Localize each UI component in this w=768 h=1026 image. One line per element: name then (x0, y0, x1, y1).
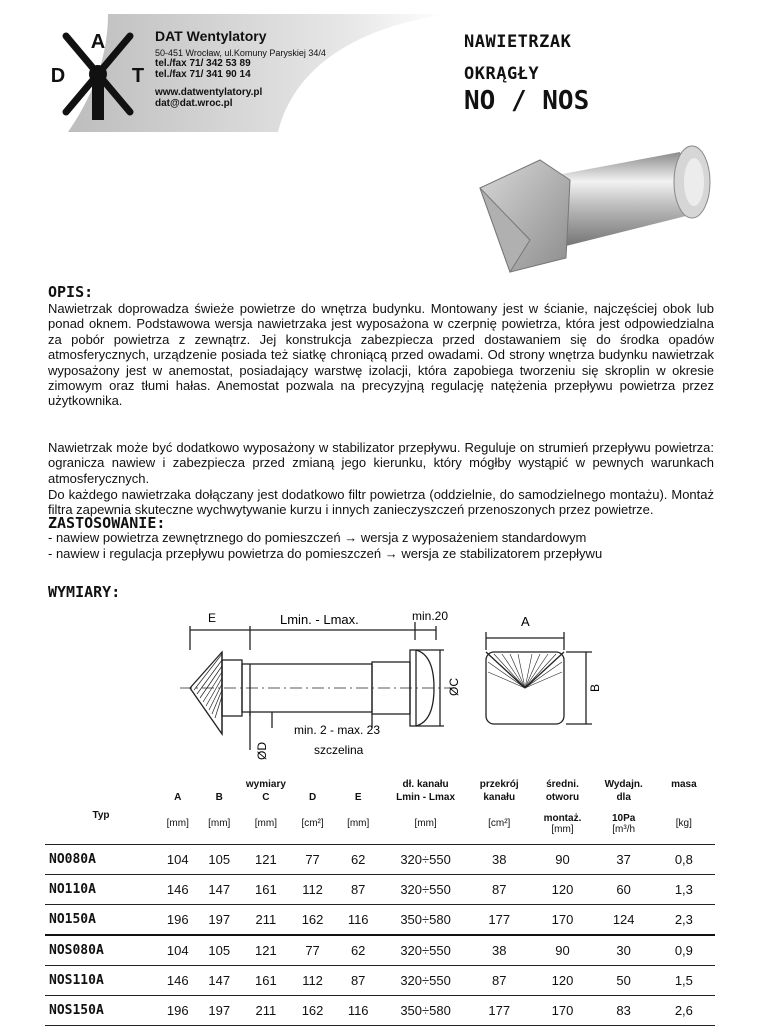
unit-masa: [kg] (675, 818, 692, 830)
company-address: 50-451 Wrocław, ul.Komuny Paryskiej 34/4 (155, 48, 326, 58)
table-cell: 320÷550 (383, 965, 468, 995)
col-przekroj: przekrój (479, 778, 519, 790)
col-dl-kanalu: dł. kanału (402, 778, 449, 790)
spec-table (45, 778, 715, 1026)
unit-b: [mm] (208, 818, 231, 830)
table-cell: 147 (198, 874, 239, 904)
unit-c: [mm] (254, 818, 277, 830)
table-cell: 350÷580 (383, 995, 468, 1025)
row-type: NOS110A (45, 965, 157, 995)
table-cell: 62 (333, 844, 383, 874)
col-otworu: otworu (545, 791, 580, 803)
table-row (45, 995, 715, 1025)
zastosowanie-item-2: - nawiew i regulacja przepływu powietrza do pomieszczeń → wersja ze stabilizatorem przepływu (48, 546, 603, 561)
table-cell: 2,3 (653, 904, 715, 935)
table-row (45, 874, 715, 904)
table-cell: 116 (333, 904, 383, 935)
product-title-line2: OKRĄGŁY (464, 64, 540, 84)
dim-label-l: Lmin. - Lmax. (280, 612, 359, 627)
dim-label-b: B (588, 683, 602, 692)
col-10pa: 10Pa (611, 812, 636, 824)
table-cell: 30 (595, 935, 653, 966)
col-kanalu: kanału (483, 791, 516, 803)
dim-label-c: ØC (447, 678, 461, 696)
col-sredni: średni. (546, 778, 579, 790)
table-cell: 350÷580 (383, 904, 468, 935)
logo-letter-a: A (90, 31, 106, 53)
table-cell: 37 (595, 844, 653, 874)
logo-letter-t: T (131, 65, 145, 87)
unit-przekroj: [cm²] (488, 818, 511, 830)
table-cell: 90 (530, 844, 594, 874)
product-photo (470, 140, 730, 280)
unit-a: [mm] (166, 818, 189, 830)
table-row (45, 935, 715, 966)
dat-logo (48, 24, 148, 124)
table-cell: 320÷550 (383, 844, 468, 874)
row-type: NOS150A (45, 995, 157, 1025)
dim-label-gap: min. 2 - max. 23 (294, 723, 381, 737)
table-cell: 77 (292, 844, 333, 874)
unit-wydajn (595, 804, 653, 844)
table-cell: 112 (292, 965, 333, 995)
table-cell: 77 (292, 935, 333, 966)
table-cell: 0,8 (653, 844, 715, 874)
table-cell: 87 (333, 965, 383, 995)
table-cell: 83 (595, 995, 653, 1025)
col-masa: masa (671, 778, 697, 790)
col-c: C (262, 791, 270, 803)
table-cell: 121 (240, 935, 292, 966)
dim-label-a: A (521, 614, 530, 629)
col-typ: Typ (92, 810, 110, 822)
table-cell: 105 (198, 935, 239, 966)
table-cell: 87 (468, 874, 530, 904)
table-cell: 211 (240, 904, 292, 935)
table-cell: 320÷550 (383, 935, 468, 966)
opis-paragraph-1: Nawietrzak doprowadza świeże powietrze do wnętrza budynku. Montowany jest w ścianie, najczęściej obok lub ponad oknem. Podstawowa wersja nawietrzaka jest wyposażona w czerpnię powietrza, która jest odpowiedzialna za pobór powietrza z zewnątrz. Jej konstrukcja zabezpiecza przed dostawaniem się do środka opadów atmosferycznych, urządzenie posiada też siatkę chroniącą przed owadami. Od strony wnętrza budynku nawietrzak wyposażony jest w anemostat, posiadający warstwę izolacji, która zapobiega tworzeniu się skroplin w okresie zimowym oraz tłumi hałas. Anemostat pozwala na precyzyjną regulację natężenia przepływu powietrza przez użytkownika. (48, 301, 714, 409)
table-cell: 177 (468, 995, 530, 1025)
product-title-line1: NAWIETRZAK (464, 32, 572, 52)
table-cell: 196 (157, 995, 198, 1025)
table-row (45, 965, 715, 995)
table-cell: 62 (333, 935, 383, 966)
table-cell: 146 (157, 965, 198, 995)
table-cell: 211 (240, 995, 292, 1025)
col-wydajn: Wydajn. (604, 778, 643, 790)
table-cell: 104 (157, 935, 198, 966)
company-name: DAT Wentylatory (155, 28, 267, 44)
table-cell: 38 (468, 844, 530, 874)
product-title (464, 32, 571, 84)
table-cell: 197 (198, 995, 239, 1025)
col-b: B (215, 791, 223, 803)
company-email: dat@dat.wroc.pl (155, 98, 233, 109)
wymiary-heading: WYMIARY: (48, 583, 121, 601)
logo-letter-d: D (50, 65, 66, 87)
table-cell: 196 (157, 904, 198, 935)
table-cell: 146 (157, 874, 198, 904)
table-cell: 162 (292, 904, 333, 935)
zastosowanie-item-1: - nawiew powietrza zewnętrznego do pomieszczeń → wersja z wyposażeniem standardowym (48, 530, 587, 545)
table-cell: 161 (240, 965, 292, 995)
table-cell: 170 (530, 904, 594, 935)
table-cell: 60 (595, 874, 653, 904)
table-cell: 161 (240, 874, 292, 904)
col-d: D (308, 791, 317, 803)
opis-paragraph-2: Nawietrzak może być dodatkowo wyposażony w stabilizator przepływu. Reguluje on strumień przepływu powietrza: ogranicza nawiew i zabezpiecza przed zmianą jego kierunku, który mógłby wystąpić w pewnych warunkach atmosferycznych. (48, 440, 714, 486)
dim-label-e: E (208, 611, 217, 625)
table-row (45, 844, 715, 874)
opis-heading: OPIS: (48, 283, 94, 301)
table-cell: 50 (595, 965, 653, 995)
table-cell: 112 (292, 874, 333, 904)
table-cell: 120 (530, 874, 594, 904)
row-type: NO080A (45, 844, 157, 874)
unit-d: [cm²] (301, 818, 324, 830)
table-cell: 105 (198, 844, 239, 874)
col-a: A (174, 791, 182, 803)
dim-label-szczelina: szczelina (314, 743, 364, 757)
dim-label-min20: min.20 (412, 609, 449, 623)
col-montaz: montaż. (543, 812, 582, 824)
table-cell: 177 (468, 904, 530, 935)
zastosowanie-heading: ZASTOSOWANIE: (48, 514, 166, 532)
unit-sredni (530, 804, 594, 844)
table-cell: 1,3 (653, 874, 715, 904)
table-cell: 87 (468, 965, 530, 995)
table-cell: 2,6 (653, 995, 715, 1025)
col-dla: dla (616, 791, 631, 803)
product-model: NO / NOS (464, 86, 590, 116)
zastosowanie-list (48, 530, 602, 562)
dim-label-d: ØD (255, 742, 269, 760)
table-cell: 87 (333, 874, 383, 904)
table-cell: 120 (530, 965, 594, 995)
row-type: NOS080A (45, 935, 157, 966)
table-cell: 320÷550 (383, 874, 468, 904)
table-cell: 121 (240, 844, 292, 874)
table-cell: 170 (530, 995, 594, 1025)
row-type: NO150A (45, 904, 157, 935)
table-cell: 162 (292, 995, 333, 1025)
table-cell: 1,5 (653, 965, 715, 995)
table-cell: 90 (530, 935, 594, 966)
dimension-drawing (180, 610, 600, 770)
col-e: E (354, 791, 362, 803)
col-group-wymiary: wymiary (245, 778, 286, 790)
table-row (45, 904, 715, 935)
table-cell: 38 (468, 935, 530, 966)
company-tel-1: tel./fax 71/ 342 53 89 (155, 58, 251, 69)
unit-l: [mm] (414, 818, 437, 830)
unit-wydajn-m3h: [m³/h (612, 823, 636, 835)
table-cell: 147 (198, 965, 239, 995)
table-cell: 116 (333, 995, 383, 1025)
opis-paragraph-3: Do każdego nawietrzaka dołączany jest dodatkowo filtr powietrza (oddzielnie, do samodzielnego montażu). Montaż filtra zapewnia skuteczne wychwytywanie kurzu i innych zanieczyszczeń przenoszonych przez powietrze. (48, 487, 714, 518)
col-lmin-lmax: Lmin - Lmax (396, 791, 456, 803)
unit-e: [mm] (347, 818, 370, 830)
company-tel-2: tel./fax 71/ 341 90 14 (155, 69, 251, 80)
company-info (155, 28, 326, 109)
row-type: NO110A (45, 874, 157, 904)
table-cell: 104 (157, 844, 198, 874)
table-cell: 197 (198, 904, 239, 935)
table-cell: 0,9 (653, 935, 715, 966)
company-website: www.datwentylatory.pl (155, 87, 263, 98)
spec-table-body (45, 844, 715, 1025)
unit-sredni-mm: [mm] (551, 823, 574, 835)
table-cell: 124 (595, 904, 653, 935)
